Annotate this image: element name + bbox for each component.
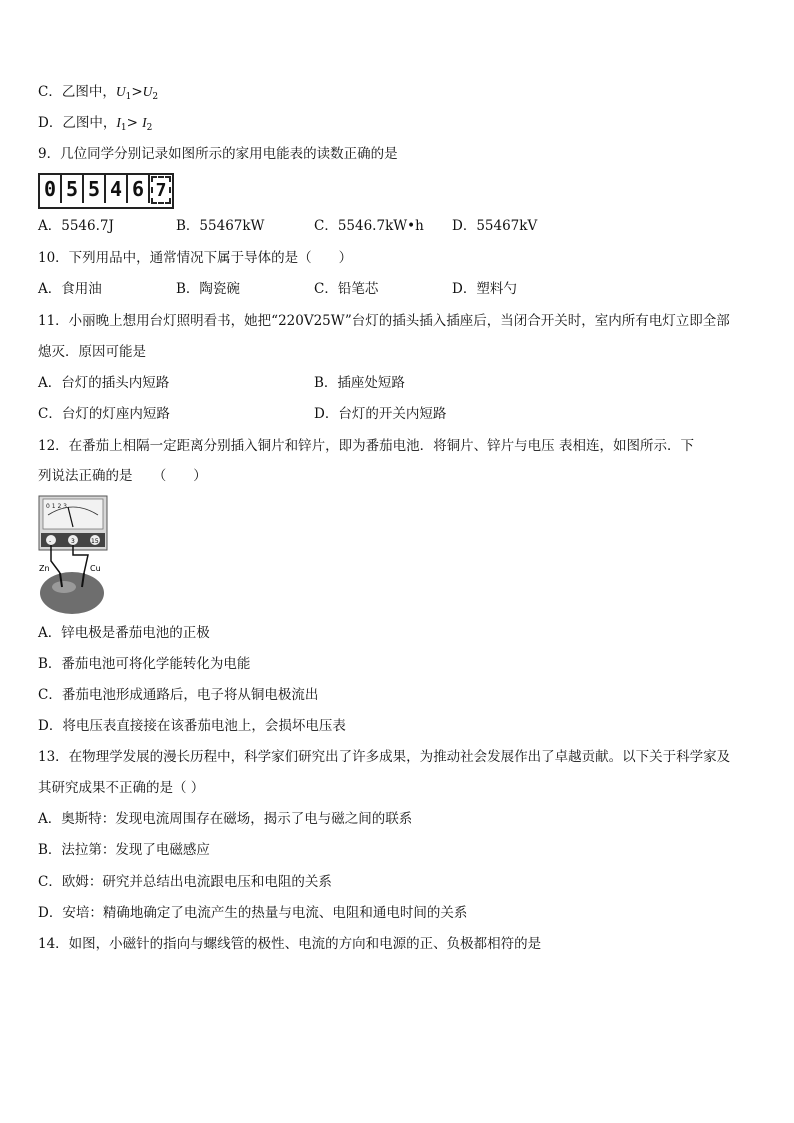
q8-option-d [38,114,152,137]
q13-stem-line1: 13．在物理学发展的漫长历程中，科学家们研究出了许多成果，为推动社会发展作出了卓越贡献。以下关于科学家及 [38,749,731,765]
q8d-prefix: D．乙图中， [38,115,117,131]
q13-option-a: A．奥斯特：发现电流周围存在磁场，揭示了电与磁之间的联系 [38,811,413,827]
meter-digit-decimal: 7 [151,176,171,204]
q8d-sub2: 2 [146,123,153,133]
q8d-i1: I [116,115,121,130]
q8d-gt: > [126,115,143,131]
q11-option-d: D．台灯的开关内短路 [314,406,447,422]
q11-stem-line1: 11．小丽晚上想用台灯照明看书，她把“220V25W”台灯的插头插入插座后，当闭合开关时，室内所有电灯立即全部 [38,313,730,329]
cu-label: Cu [90,564,101,573]
meter-digit: 5 [84,175,106,203]
q9-option-d: D．55467kV [452,218,538,234]
q10-stem: 10．下列用品中，通常情况下属于导体的是（ ） [38,250,353,266]
q8c-u1: U [115,84,126,99]
q12-option-d: D．将电压表直接接在该番茄电池上，会损坏电压表 [38,718,346,734]
q12-stem-line1: 12．在番茄上相隔一定距离分别插入铜片和锌片，即为番茄电池．将铜片、锌片与电压 表相连，如图所示．下 [38,438,694,454]
meter-digit: 5 [62,175,84,203]
terminal-minus: - [49,538,52,545]
q14-stem: 14．如图，小磁针的指向与螺线管的极性、电流的方向和电源的正、负极都相符的是 [38,936,542,952]
q10-option-a: A．食用油 [38,281,102,297]
q8d-i2: I [142,115,147,130]
q11-stem-line2: 熄灭．原因可能是 [38,344,146,360]
tomato-shape [40,572,104,614]
q13-option-c: C．欧姆：研究并总结出电流跟电压和电阻的关系 [38,874,332,890]
q8c-sub2: 2 [152,92,159,102]
q8d-sub1: 1 [120,123,127,133]
q9-option-c: C．5546.7kW•h [314,218,424,234]
q9-option-b: B．55467kW [176,218,265,234]
tomato-battery-figure [38,495,108,615]
q10-option-c: C．铅笔芯 [314,281,379,297]
q11-option-a: A．台灯的插头内短路 [38,375,170,391]
meter-digit: 4 [106,175,128,203]
q11-option-b: B．插座处短路 [314,375,405,391]
q8-option-c [38,83,158,106]
q8c-u2: U [142,84,153,99]
q12-option-a: A．锌电极是番茄电池的正极 [38,625,210,641]
meter-digit: 0 [40,175,62,203]
q9-option-a: A．5546.7J [38,218,114,234]
q8c-prefix: C．乙图中， [38,84,116,100]
q11-option-c: C．台灯的灯座内短路 [38,406,170,422]
q12-option-c: C．番茄电池形成通路后，电子将从铜电极流出 [38,687,319,703]
q9-stem: 9．几位同学分别记录如图所示的家用电能表的读数正确的是 [38,146,398,162]
meter-digit: 6 [128,175,150,203]
voltmeter-scale: 0 1 2 3 [46,503,67,510]
q13-stem-line2: 其研究成果不正确的是（ ） [38,780,205,796]
zn-label: Zn [39,564,50,573]
q12-stem-line2: 列说法正确的是 （ ） [38,468,207,484]
q12-option-b: B．番茄电池可将化学能转化为电能 [38,656,251,672]
q8c-sub1: 1 [125,92,132,102]
terminal-3: 3 [71,538,75,545]
energy-meter-display [38,173,174,209]
terminal-15: 15 [91,538,99,545]
q13-option-b: B．法拉第：发现了电磁感应 [38,842,210,858]
q13-option-d: D．安培：精确地确定了电流产生的热量与电流、电阻和通电时间的关系 [38,905,468,921]
q10-option-d: D．塑料勺 [452,281,517,297]
q8c-gt: > [131,84,143,100]
q10-option-b: B．陶瓷碗 [176,281,240,297]
